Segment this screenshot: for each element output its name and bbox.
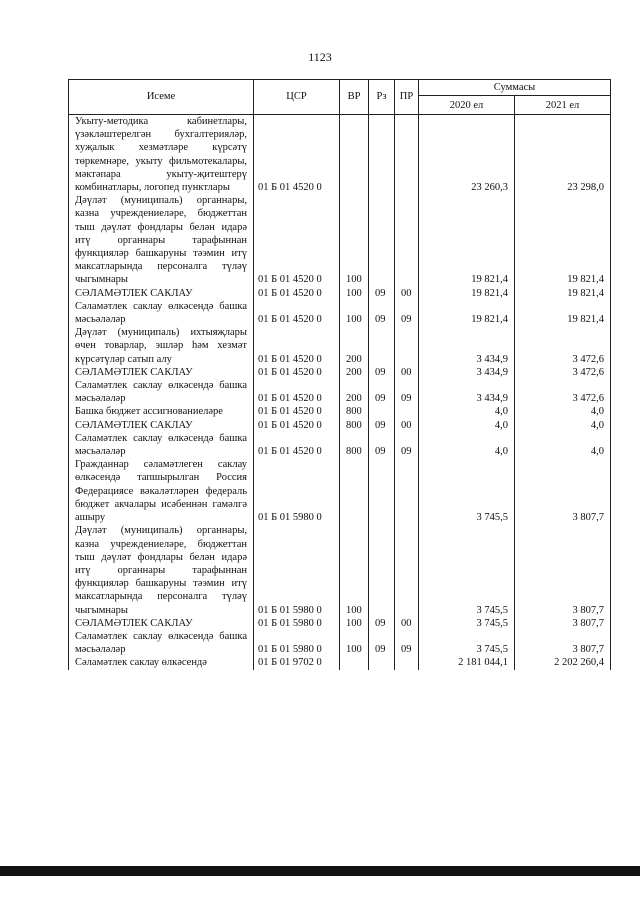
cell-year-2021: 4,0 bbox=[515, 405, 611, 418]
cell-pr: 00 bbox=[395, 419, 419, 432]
cell-year-2020: 3 434,9 bbox=[419, 379, 515, 405]
cell-year-2021: 2 202 260,4 bbox=[515, 656, 611, 669]
table-row bbox=[69, 115, 611, 195]
cell-vr: 800 bbox=[340, 419, 369, 432]
header-vr: ВР bbox=[340, 80, 369, 115]
cell-rz bbox=[369, 115, 395, 195]
cell-pr: 00 bbox=[395, 366, 419, 379]
cell-pr: 09 bbox=[395, 630, 419, 656]
table-row bbox=[69, 326, 611, 366]
table-header bbox=[69, 80, 611, 115]
cell-rz bbox=[369, 194, 395, 286]
cell-rz: 09 bbox=[369, 630, 395, 656]
cell-year-2020: 3 745,5 bbox=[419, 630, 515, 656]
cell-year-2020: 3 745,5 bbox=[419, 617, 515, 630]
cell-csr: 01 Б 01 4520 0 bbox=[254, 432, 340, 458]
cell-year-2021: 4,0 bbox=[515, 432, 611, 458]
cell-csr: 01 Б 01 5980 0 bbox=[254, 458, 340, 524]
cell-year-2021: 19 821,4 bbox=[515, 287, 611, 300]
cell-year-2021: 3 807,7 bbox=[515, 617, 611, 630]
cell-year-2020: 3 745,5 bbox=[419, 458, 515, 524]
cell-vr: 200 bbox=[340, 326, 369, 366]
cell-rz: 09 bbox=[369, 379, 395, 405]
cell-rz: 09 bbox=[369, 300, 395, 326]
table-row bbox=[69, 287, 611, 300]
cell-rz: 09 bbox=[369, 287, 395, 300]
cell-year-2021: 3 807,7 bbox=[515, 524, 611, 616]
table-row bbox=[69, 300, 611, 326]
table-row bbox=[69, 366, 611, 379]
cell-year-2020: 4,0 bbox=[419, 419, 515, 432]
cell-rz: 09 bbox=[369, 366, 395, 379]
cell-name: Укыту-методика кабинетлары, үзәкләштерелгән бухгалтерияләр, хуҗалык хезмәтләре күрсәтү төркемнәре, укыту фильмотекалары, мәктәпара укыту-җитештерү комбинатлары, логопед пунктлары bbox=[69, 115, 254, 195]
cell-csr: 01 Б 01 4520 0 bbox=[254, 194, 340, 286]
scan-bottom-edge bbox=[0, 866, 640, 876]
cell-rz: 09 bbox=[369, 419, 395, 432]
cell-rz bbox=[369, 405, 395, 418]
cell-vr: 800 bbox=[340, 432, 369, 458]
cell-pr bbox=[395, 524, 419, 616]
header-csr: ЦСР bbox=[254, 80, 340, 115]
cell-year-2020: 3 434,9 bbox=[419, 366, 515, 379]
header-year-2021: 2021 ел bbox=[515, 96, 611, 115]
cell-name: Сәламәтлек саклау өлкәсендә башка мәсьәләләр bbox=[69, 432, 254, 458]
cell-year-2020: 19 821,4 bbox=[419, 194, 515, 286]
header-year-2020: 2020 ел bbox=[419, 96, 515, 115]
cell-vr: 100 bbox=[340, 300, 369, 326]
cell-name: Дәүләт (муниципаль) органнары, казна учреждениеләре, бюджеттан тыш дәүләт фондлары белән идарә итү органнары тарафыннан функцияләр башкаруны тәэмин итү максатларында персоналга түләү чыгымнары bbox=[69, 524, 254, 616]
cell-year-2020: 4,0 bbox=[419, 432, 515, 458]
header-rz: Рз bbox=[369, 80, 395, 115]
cell-vr: 100 bbox=[340, 524, 369, 616]
cell-vr: 100 bbox=[340, 617, 369, 630]
cell-year-2021: 23 298,0 bbox=[515, 115, 611, 195]
cell-pr bbox=[395, 405, 419, 418]
table-row bbox=[69, 458, 611, 524]
cell-year-2020: 19 821,4 bbox=[419, 300, 515, 326]
cell-year-2021: 19 821,4 bbox=[515, 300, 611, 326]
cell-year-2020: 2 181 044,1 bbox=[419, 656, 515, 669]
cell-vr: 200 bbox=[340, 366, 369, 379]
cell-name: Дәүләт (муниципаль) ихтыяҗлары өчен товарлар, эшләр һәм хезмәт күрсәтүләр сатып алу bbox=[69, 326, 254, 366]
cell-year-2021: 3 807,7 bbox=[515, 630, 611, 656]
table-row bbox=[69, 617, 611, 630]
cell-csr: 01 Б 01 4520 0 bbox=[254, 379, 340, 405]
cell-rz bbox=[369, 656, 395, 669]
cell-name: Башка бюджет ассигнованиеләре bbox=[69, 405, 254, 418]
cell-pr bbox=[395, 115, 419, 195]
cell-csr: 01 Б 01 5980 0 bbox=[254, 524, 340, 616]
cell-rz bbox=[369, 524, 395, 616]
cell-vr bbox=[340, 115, 369, 195]
cell-csr: 01 Б 01 4520 0 bbox=[254, 366, 340, 379]
cell-name: Сәламәтлек саклау өлкәсендә башка мәсьәләләр bbox=[69, 630, 254, 656]
cell-pr bbox=[395, 194, 419, 286]
table-row bbox=[69, 194, 611, 286]
table-body bbox=[69, 115, 611, 670]
cell-rz: 09 bbox=[369, 617, 395, 630]
cell-csr: 01 Б 01 4520 0 bbox=[254, 419, 340, 432]
cell-csr: 01 Б 01 5980 0 bbox=[254, 617, 340, 630]
cell-vr: 100 bbox=[340, 194, 369, 286]
cell-year-2020: 3 434,9 bbox=[419, 326, 515, 366]
cell-vr: 100 bbox=[340, 287, 369, 300]
table-row bbox=[69, 432, 611, 458]
cell-year-2021: 4,0 bbox=[515, 419, 611, 432]
table-row bbox=[69, 524, 611, 616]
table-row bbox=[69, 656, 611, 669]
cell-rz bbox=[369, 458, 395, 524]
cell-pr: 00 bbox=[395, 617, 419, 630]
cell-year-2021: 19 821,4 bbox=[515, 194, 611, 286]
cell-pr: 09 bbox=[395, 379, 419, 405]
page-number: 1123 bbox=[308, 50, 332, 64]
cell-csr: 01 Б 01 4520 0 bbox=[254, 326, 340, 366]
cell-name: Сәламәтлек саклау өлкәсендә башка мәсьәләләр bbox=[69, 379, 254, 405]
cell-csr: 01 Б 01 4520 0 bbox=[254, 287, 340, 300]
table-row bbox=[69, 379, 611, 405]
cell-year-2020: 3 745,5 bbox=[419, 524, 515, 616]
header-pr: ПР bbox=[395, 80, 419, 115]
cell-name: СӘЛАМӘТЛЕК САКЛАУ bbox=[69, 366, 254, 379]
cell-vr: 200 bbox=[340, 379, 369, 405]
cell-name: СӘЛАМӘТЛЕК САКЛАУ bbox=[69, 617, 254, 630]
table-row bbox=[69, 630, 611, 656]
cell-pr bbox=[395, 458, 419, 524]
cell-year-2020: 19 821,4 bbox=[419, 287, 515, 300]
cell-csr: 01 Б 01 5980 0 bbox=[254, 630, 340, 656]
cell-year-2020: 4,0 bbox=[419, 405, 515, 418]
cell-vr: 100 bbox=[340, 630, 369, 656]
cell-name: Сәламәтлек саклау өлкәсендә башка мәсьәләләр bbox=[69, 300, 254, 326]
cell-year-2021: 3 472,6 bbox=[515, 326, 611, 366]
cell-name: Сәламәтлек саклау өлкәсендә bbox=[69, 656, 254, 669]
cell-year-2021: 3 807,7 bbox=[515, 458, 611, 524]
cell-csr: 01 Б 01 4520 0 bbox=[254, 405, 340, 418]
cell-pr bbox=[395, 656, 419, 669]
cell-vr: 800 bbox=[340, 405, 369, 418]
cell-name: Дәүләт (муниципаль) органнары, казна учреждениеләре, бюджеттан тыш дәүләт фондлары белән идарә итү органнары тарафыннан функцияләр башкаруны тәэмин итү максатларында персоналга түләү чыгымнары bbox=[69, 194, 254, 286]
header-sums: Суммасы bbox=[419, 80, 611, 96]
cell-year-2021: 3 472,6 bbox=[515, 366, 611, 379]
cell-pr: 00 bbox=[395, 287, 419, 300]
cell-name: Гражданнар сәламәтлеген саклау өлкәсендә тапшырылган Россия Федерациясе вәкаләтләрен федераль бюджет акчалары исәбеннән гамәлгә ашыру bbox=[69, 458, 254, 524]
cell-csr: 01 Б 01 9702 0 bbox=[254, 656, 340, 669]
cell-csr: 01 Б 01 4520 0 bbox=[254, 115, 340, 195]
cell-year-2021: 3 472,6 bbox=[515, 379, 611, 405]
cell-year-2020: 23 260,3 bbox=[419, 115, 515, 195]
cell-pr bbox=[395, 326, 419, 366]
table-row bbox=[69, 405, 611, 418]
cell-vr bbox=[340, 656, 369, 669]
cell-rz: 09 bbox=[369, 432, 395, 458]
cell-csr: 01 Б 01 4520 0 bbox=[254, 300, 340, 326]
budget-table bbox=[68, 79, 611, 670]
cell-name: СӘЛАМӘТЛЕК САКЛАУ bbox=[69, 419, 254, 432]
table-row bbox=[69, 419, 611, 432]
header-name: Исеме bbox=[69, 80, 254, 115]
cell-rz bbox=[369, 326, 395, 366]
cell-pr: 09 bbox=[395, 432, 419, 458]
cell-vr bbox=[340, 458, 369, 524]
cell-name: СӘЛАМӘТЛЕК САКЛАУ bbox=[69, 287, 254, 300]
cell-pr: 09 bbox=[395, 300, 419, 326]
